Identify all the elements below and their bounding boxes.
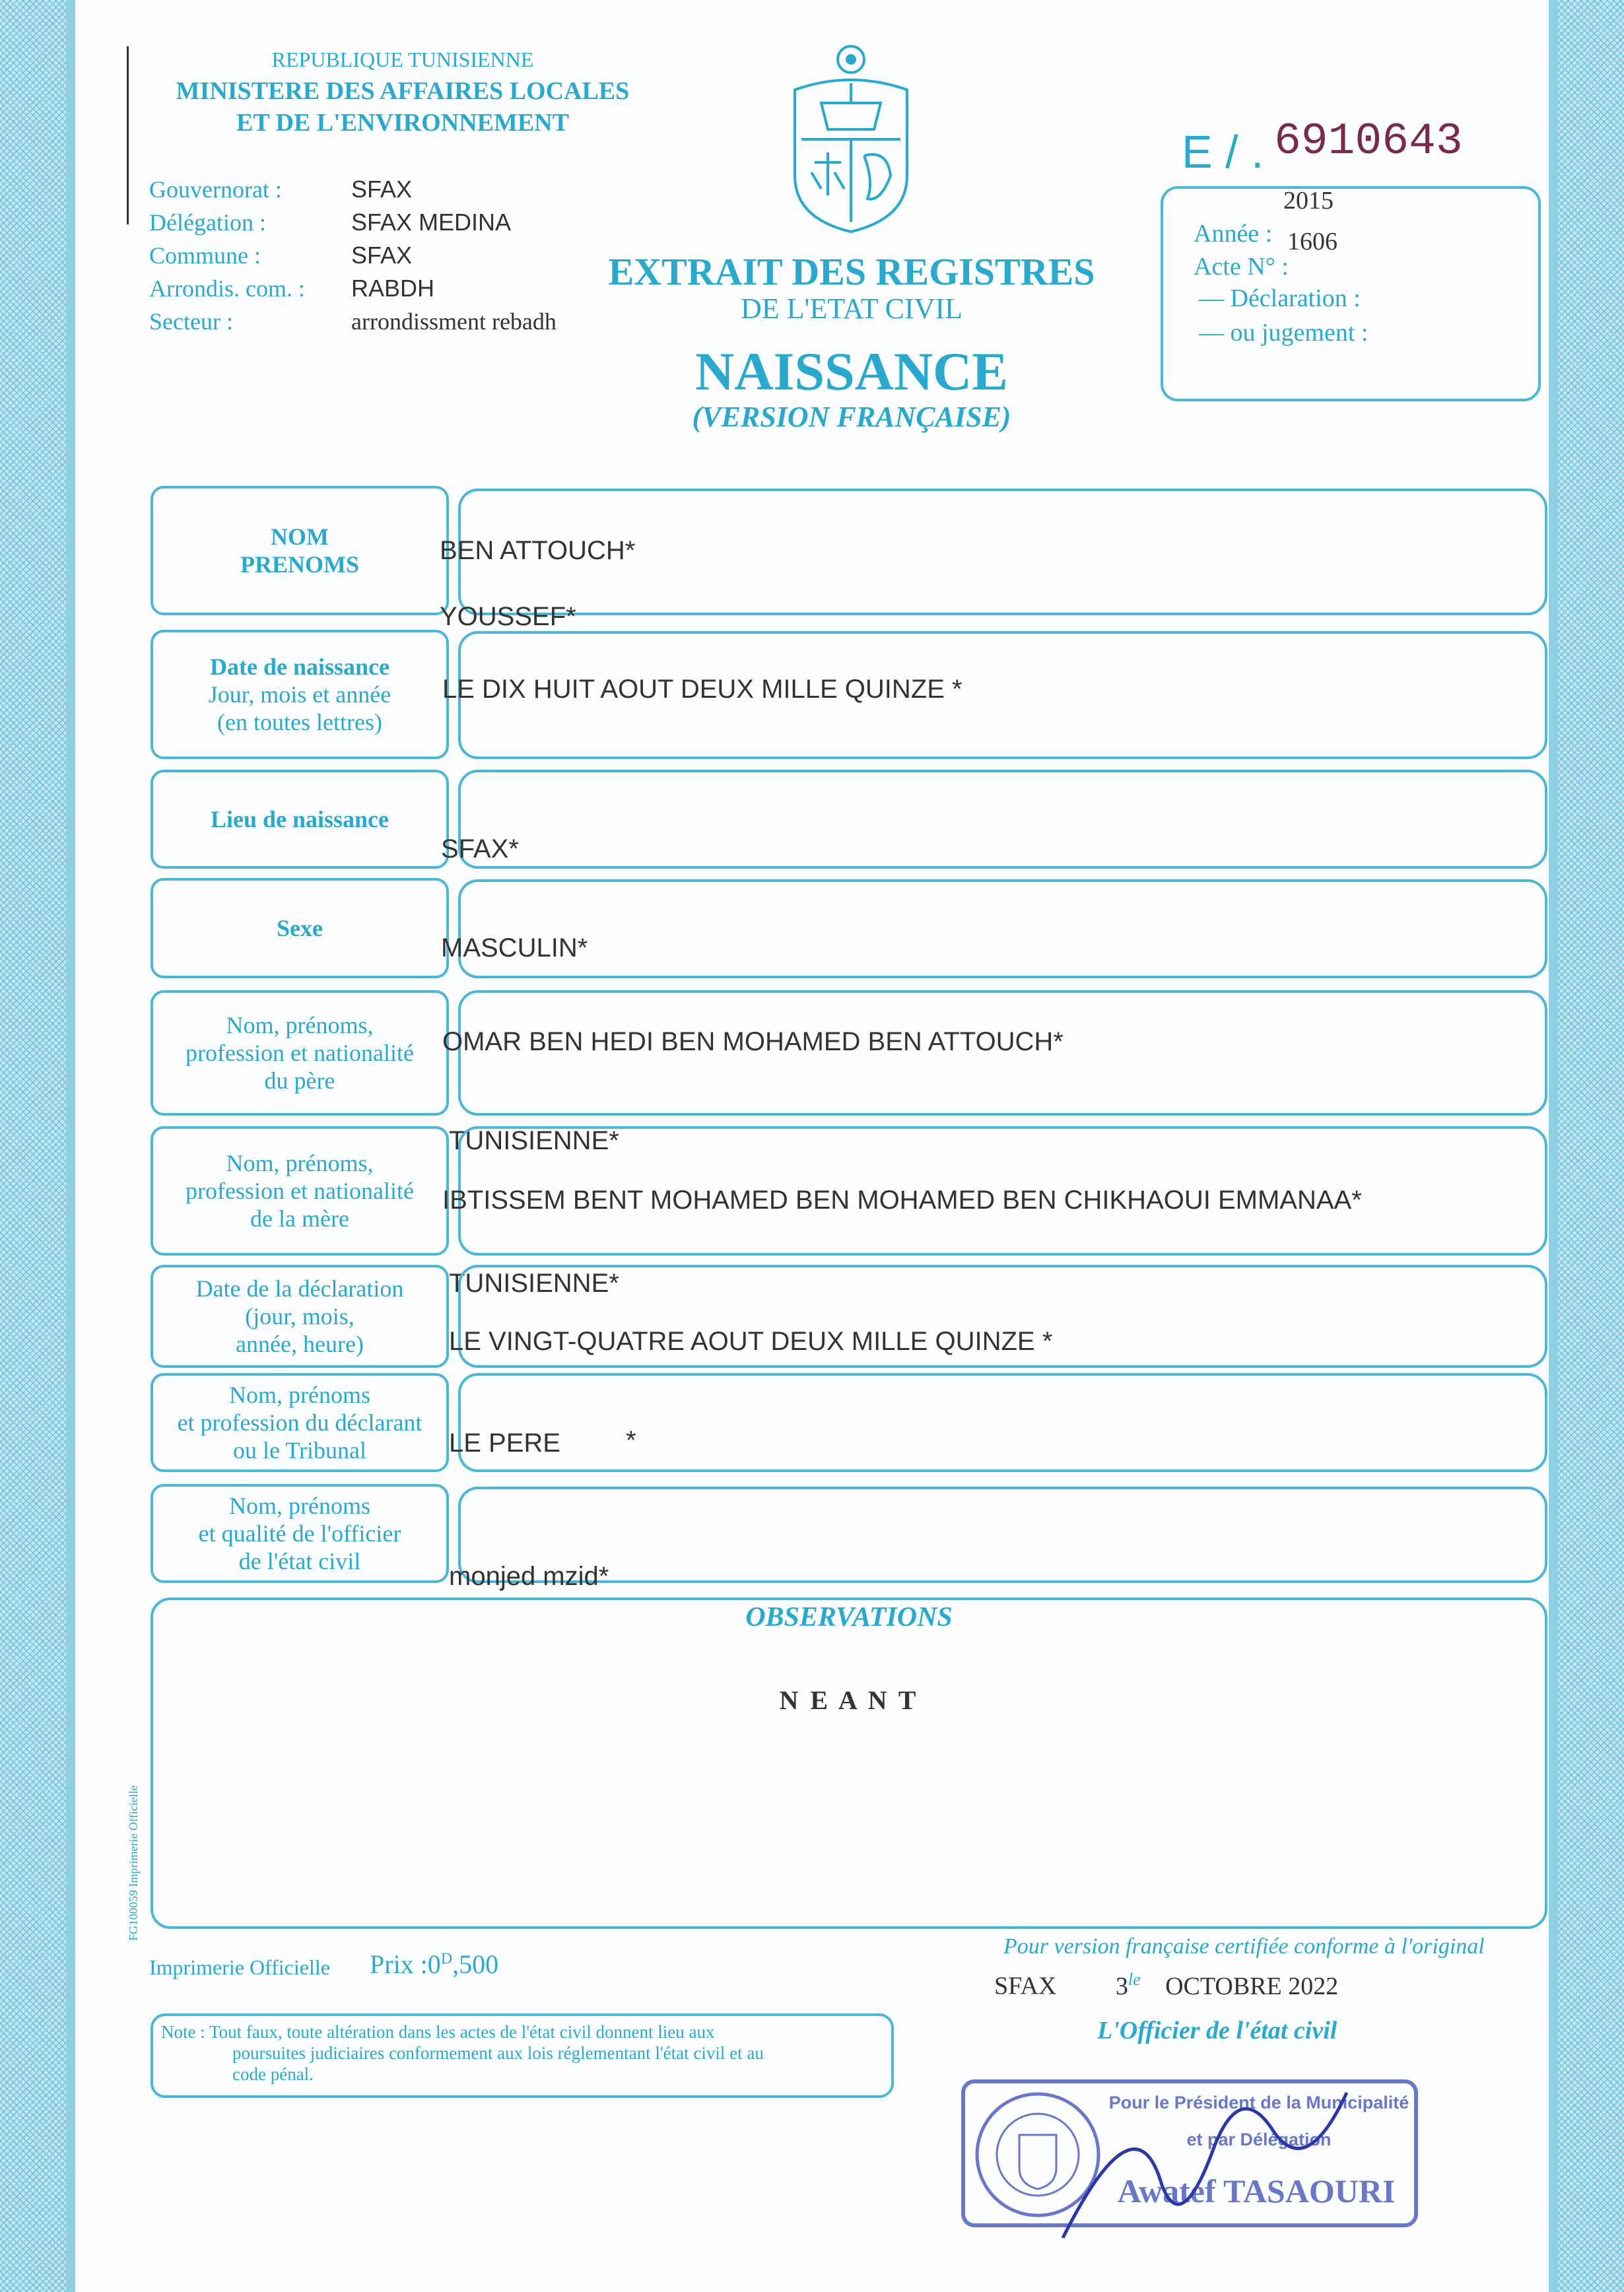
mere-nationality: TUNISIENNE*	[449, 1269, 619, 1298]
admin-value: SFAX MEDINA	[351, 209, 512, 236]
declarant-label-line2: et profession du déclarant	[177, 1409, 423, 1436]
declarant-label-line3: ou le Tribunal	[232, 1437, 367, 1464]
country-heading: REPUBLIQUE TUNISIENNE	[271, 48, 534, 71]
pere-label-box	[151, 990, 449, 1116]
coat-of-arms-icon	[782, 37, 920, 235]
prenoms-value: YOUSSEF*	[440, 602, 576, 631]
serial-number: 6910643	[1274, 116, 1463, 167]
sexe-label: Sexe	[277, 915, 323, 941]
guilloche-border-right	[1558, 0, 1624, 2292]
title-line1: EXTRAIT DES REGISTRES	[608, 250, 1095, 293]
nom-prenoms-label-box	[151, 486, 449, 615]
dob-label-line3: (en toutes lettres)	[217, 709, 382, 735]
declaration-label: — Déclaration :	[1199, 285, 1361, 312]
price	[370, 1949, 498, 1980]
lieu-value-box	[458, 770, 1547, 869]
sexe-value: MASCULIN*	[441, 933, 588, 962]
lieu-label-box	[151, 770, 449, 869]
nom-label: NOM	[271, 523, 329, 550]
admin-row-commune	[149, 239, 557, 272]
title-version: (VERSION FRANÇAISE)	[692, 401, 1011, 433]
dob-label-box	[151, 630, 449, 759]
officer-title: L'Officier de l'état civil	[1097, 2017, 1337, 2044]
mere-label-line2: profession et nationalité	[186, 1178, 414, 1204]
declarant-star: *	[626, 1426, 636, 1455]
declarant-value-box	[458, 1373, 1547, 1472]
observations-value: N E A N T	[779, 1685, 919, 1715]
lieu-value: SFAX*	[441, 834, 519, 863]
day: 3	[1115, 1972, 1128, 2000]
admin-label: Secteur :	[149, 308, 233, 335]
serial-prefix: E / .	[1182, 126, 1264, 178]
decl-label-line2: (jour, mois,	[245, 1303, 355, 1330]
mere-label-line3: de la mère	[250, 1205, 349, 1232]
title-naissance: NAISSANCE	[695, 341, 1008, 401]
city: SFAX	[994, 1972, 1057, 2000]
admin-label: Gouvernorat :	[149, 176, 282, 203]
declarant-label-box	[151, 1373, 449, 1472]
day-suffix: le	[1128, 1970, 1141, 1989]
mere-label-box	[151, 1126, 449, 1256]
annee-value: 2015	[1283, 187, 1334, 215]
note-line3: code pénal.	[232, 2064, 314, 2084]
prenoms-label: PRENOMS	[240, 551, 359, 578]
signature-icon	[1056, 2066, 1360, 2251]
admin-value: SFAX	[351, 176, 413, 203]
price-sup: D	[440, 1950, 453, 1968]
officier-label-line2: et qualité de l'officier	[198, 1520, 401, 1547]
stamp-line3: Awatef TASAOURI	[1117, 2173, 1396, 2209]
admin-value: SFAX	[351, 242, 413, 269]
acte-label: Acte N° :	[1194, 253, 1289, 281]
admin-row-arrondissement	[149, 272, 557, 305]
month-year: OCTOBRE 2022	[1165, 1972, 1339, 2000]
dob-label-line1: Date de naissance	[210, 654, 389, 680]
declaration-label-box	[151, 1265, 449, 1368]
guilloche-border-left	[0, 0, 66, 2292]
pere-value: OMAR BEN HEDI BEN MOHAMED BEN ATTOUCH*	[442, 1027, 1064, 1056]
pere-nationality: TUNISIENNE*	[449, 1126, 619, 1155]
header-rule	[127, 46, 129, 224]
annee-label: Année :	[1194, 220, 1273, 248]
officier-value: monjed mzid*	[449, 1562, 609, 1591]
border-edge-left	[66, 0, 75, 2292]
printer-text: Imprimerie Officielle	[149, 1955, 330, 1979]
officier-value-box	[458, 1487, 1547, 1583]
stamp-line2: et par Délégation	[1186, 2130, 1332, 2149]
acte-value: 1606	[1287, 228, 1337, 255]
note-line1: Note : Tout faux, toute altération dans les actes de l'état civil donnent lieu aux	[161, 2022, 715, 2042]
decl-label-line3: année, heure)	[236, 1331, 364, 1357]
officier-label-line3: de l'état civil	[238, 1548, 361, 1574]
officier-label-box	[151, 1484, 449, 1583]
admin-label: Commune :	[149, 242, 261, 269]
pere-label-line2: profession et nationalité	[186, 1040, 414, 1066]
stamp-line1: Pour le Président de la Municipalité	[1108, 2093, 1409, 2112]
declarant-label-line1: Nom, prénoms	[229, 1382, 370, 1408]
nom-value: BEN ATTOUCH*	[440, 536, 636, 565]
date-line	[994, 1970, 1338, 2001]
certified-text: Pour version française certifiée conforme à l'original	[1003, 1934, 1485, 1959]
decl-label-line1: Date de la déclaration	[195, 1275, 404, 1302]
side-print-text: FG100059 Imprimerie Officielle	[127, 1785, 140, 1941]
admin-block	[149, 173, 557, 338]
admin-row-gouvernorat	[149, 173, 557, 206]
observations-box	[151, 1598, 1547, 1929]
admin-label: Délégation :	[149, 209, 266, 236]
declarant-value: LE PERE	[449, 1429, 560, 1458]
note-line2: poursuites judiciaires conformement aux lois réglementant l'état civil et au	[232, 2043, 764, 2063]
admin-value: RABDH	[351, 275, 435, 302]
title-line2: DE L'ETAT CIVIL	[741, 292, 963, 325]
price-label: Prix :	[370, 1949, 428, 1979]
pere-label-line3: du père	[264, 1067, 335, 1094]
officier-label-line1: Nom, prénoms	[229, 1493, 370, 1519]
note-text	[161, 2021, 764, 2085]
admin-row-secteur	[149, 305, 557, 338]
dob-value: LE DIX HUIT AOUT DEUX MILLE QUINZE *	[442, 675, 963, 704]
sexe-value-box	[458, 879, 1547, 978]
mere-value: IBTISSEM BENT MOHAMED BEN MOHAMED BEN CHIKHAOUI EMMANAA*	[442, 1186, 1362, 1215]
price-rest: ,500	[452, 1949, 499, 1979]
jugement-label: — ou jugement :	[1199, 319, 1369, 347]
border-edge-right	[1549, 0, 1558, 2292]
sexe-label-box	[151, 878, 449, 978]
pere-label-line1: Nom, prénoms,	[226, 1012, 374, 1038]
admin-label: Arrondis. com. :	[149, 275, 305, 302]
price-main: 0	[427, 1949, 441, 1979]
admin-row-delegation	[149, 206, 557, 239]
ministry-line1: MINISTERE DES AFFAIRES LOCALES	[176, 77, 630, 105]
lieu-label: Lieu de naissance	[210, 806, 389, 832]
declaration-value: LE VINGT-QUATRE AOUT DEUX MILLE QUINZE *	[449, 1327, 1053, 1356]
observations-title: OBSERVATIONS	[745, 1602, 953, 1633]
admin-value: arrondissment rebadh	[351, 308, 557, 335]
mere-label-line1: Nom, prénoms,	[226, 1150, 374, 1176]
dob-label-line2: Jour, mois et année	[208, 681, 391, 708]
ministry-line2: ET DE L'ENVIRONNEMENT	[236, 109, 569, 137]
